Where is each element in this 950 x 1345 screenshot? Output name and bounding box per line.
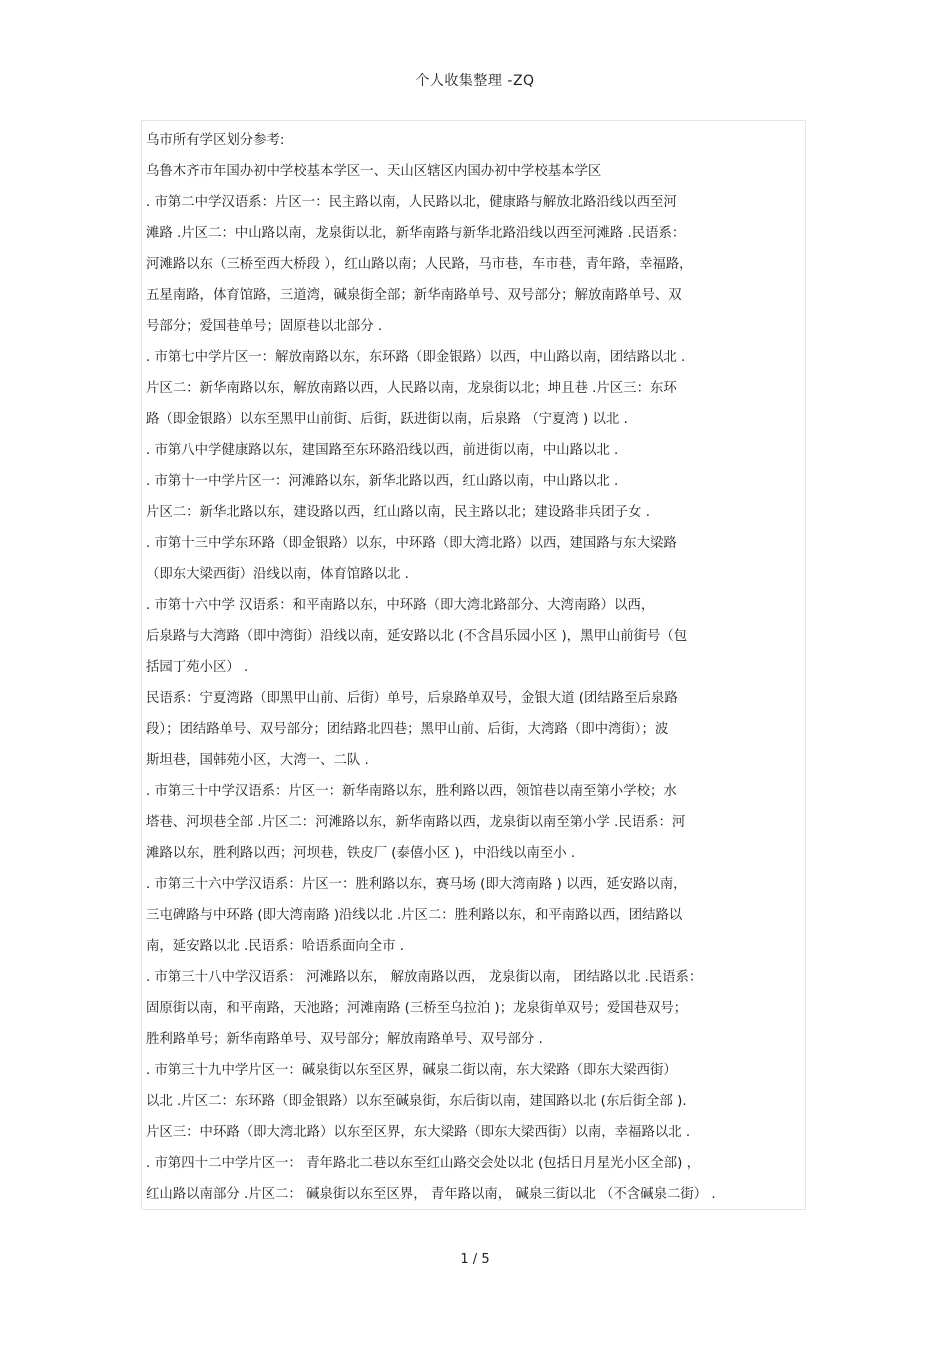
document-line: 后泉路与大湾路（即中湾街）沿线以南，延安路以北 (不含昌乐园小区 )，黑甲山前街号（包 [146, 629, 688, 644]
document-line: . 市第八中学健康路以东，建国路至东环路沿线以西，前进街以南，中山路以北 . [146, 443, 619, 458]
document-line: 乌市所有学区划分参考: [146, 133, 285, 148]
document-line: . 市第三十九中学片区一：碱泉街以东至区界，碱泉二街以南，东大梁路（即东大梁西街） [146, 1063, 677, 1078]
document-line: . 市第三十八中学汉语系： 河滩路以东， 解放南路以西， 龙泉街以南， 团结路以北 .民语系： [146, 970, 703, 985]
document-line: （即东大梁西街）沿线以南，体育馆路以北 . [146, 567, 409, 582]
document-line: . 市第七中学片区一：解放南路以东，东环路（即金银路）以西，中山路以南，团结路以北 . [146, 350, 686, 365]
document-line: 三屯碑路与中环路 (即大湾南路 )沿线以北 .片区二：胜利路以东，和平南路以西，团结路以 [146, 908, 683, 923]
document-line: . 市第二中学汉语系：片区一：民主路以南，人民路以北，健康路与解放北路沿线以西至河 [146, 195, 677, 210]
document-line: 括园丁苑小区） . [146, 660, 249, 675]
document-line: 塔巷、河坝巷全部 .片区二：河滩路以东，新华南路以西，龙泉街以南至第小学 .民语系：河 [146, 815, 686, 830]
document-line: . 市第十一中学片区一：河滩路以东，新华北路以西，红山路以南，中山路以北 . [146, 474, 619, 489]
document-line: . 市第三十中学汉语系：片区一：新华南路以东，胜利路以西，领馆巷以南至第小学校；水 [146, 784, 677, 799]
document-line: 固原街以南，和平南路，天池路；河滩南路 (三桥至乌拉泊 )；龙泉街单双号；爱国巷双号； [146, 1001, 688, 1016]
document-line: 滩路以东，胜利路以西；河坝巷，铁皮厂 (泰僖小区 )，中沿线以南至小 . [146, 846, 576, 861]
document-line: 片区三：中环路（即大湾北路）以东至区界，东大梁路（即东大梁西街）以南，幸福路以北 . [146, 1125, 691, 1140]
document-line: 胜利路单号；新华南路单号、双号部分；解放南路单号、双号部分 . [146, 1032, 543, 1047]
document-line: 河滩路以东（三桥至西大桥段 ），红山路以南；人民路，马市巷，车市巷，青年路，幸福路， [146, 257, 693, 272]
document-line: 号部分；爱国巷单号；固原巷以北部分 . [146, 319, 383, 334]
document-content-frame [141, 120, 806, 1210]
document-line: . 市第十三中学东环路（即金银路）以东，中环路（即大湾北路）以西，建国路与东大梁路 [146, 536, 677, 551]
page-header: 个人收集整理 -ZQ [415, 73, 535, 89]
page-number: 1 / 5 [460, 1252, 490, 1267]
document-line: 段）；团结路单号、双号部分；团结路北四巷；黑甲山前、后街，大湾路（即中湾街）；波 [146, 722, 669, 737]
document-line: 红山路以南部分 .片区二： 碱泉街以东至区界， 青年路以南， 碱泉三街以北 （不含碱泉二街） . [146, 1187, 716, 1202]
document-line: 以北 .片区二：东环路（即金银路）以东至碱泉街，东后街以南，建国路以北 (东后街全部 ). [146, 1094, 687, 1109]
document-line: 片区二：新华南路以东，解放南路以西，人民路以南，龙泉街以北；坤且巷 .片区三：东环 [146, 381, 677, 396]
document-line: . 市第十六中学 汉语系：和平南路以东，中环路（即大湾北路部分、大湾南路）以西， [146, 598, 655, 613]
document-line: 南，延安路以北 .民语系：哈语系面向全市 . [146, 939, 405, 954]
document-text [146, 125, 806, 1210]
document-line: 五星南路，体育馆路，三道湾，碱泉街全部；新华南路单号、双号部分；解放南路单号、双 [146, 288, 682, 303]
document-line: 斯坦巷，国韩苑小区，大湾一、二队 . [146, 753, 369, 768]
document-line: . 市第四十二中学片区一： 青年路北二巷以东至红山路交会处以北 (包括日月星光小区全部) ， [146, 1156, 700, 1171]
document-line: 乌鲁木齐市年国办初中学校基本学区一、天山区辖区内国办初中学校基本学区 [146, 164, 602, 179]
document-line: 路（即金银路）以东至黑甲山前街、后街，跃进街以南，后泉路 （宁夏湾 ) 以北 . [146, 412, 628, 427]
document-line: 片区二：新华北路以东，建设路以西，红山路以南，民主路以北；建设路非兵团子女 . [146, 505, 650, 520]
document-line: 滩路 .片区二：中山路以南，龙泉街以北，新华南路与新华北路沿线以西至河滩路 .民语系： [146, 226, 686, 241]
document-line: . 市第三十六中学汉语系：片区一：胜利路以东，赛马场 (即大湾南路 ) 以西，延安路以南， [146, 877, 687, 892]
document-line: 民语系：宁夏湾路（即黑甲山前、后街）单号，后泉路单双号，金银大道 (团结路至后泉路 [146, 691, 678, 706]
